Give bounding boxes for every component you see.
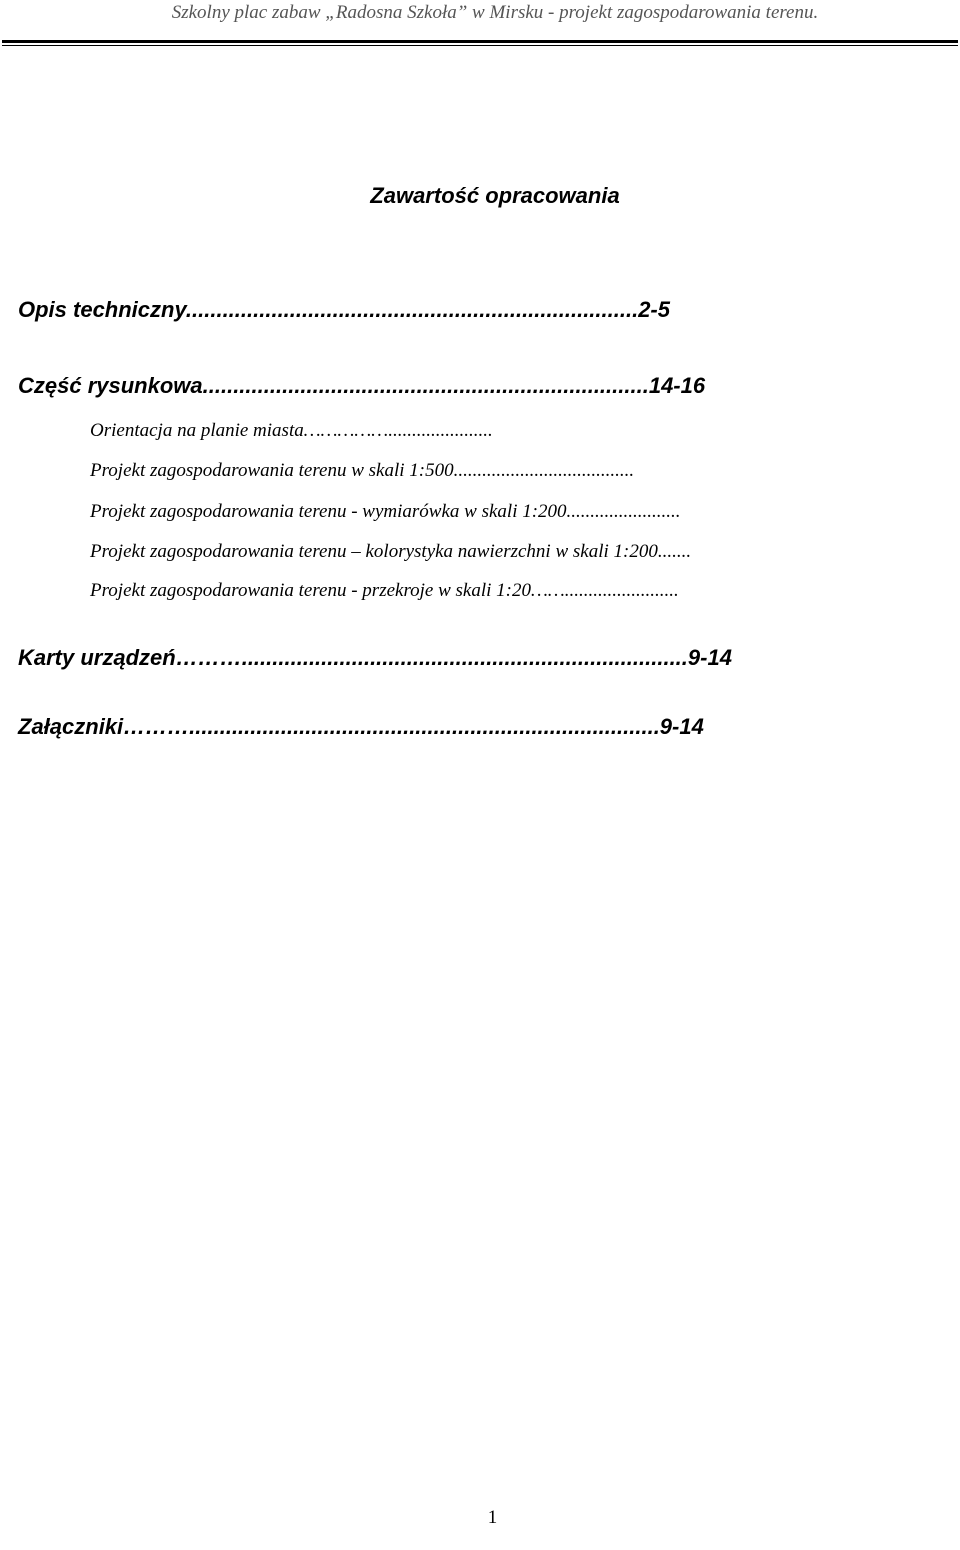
toc-subentry-przekroje: Projekt zagospodarowania terenu - przekroje w skali 1:20……........................ [90,580,679,601]
page-title: Zawartość opracowania [370,183,620,208]
toc-entry-karty-urzadzen: Karty urządzeń……….........................................................................9-14 [18,645,732,670]
toc-entry-zalaczniki: Załączniki……….............................................................................9-14 [18,714,704,739]
toc-subentry-projekt-1-500: Projekt zagospodarowania terenu w skali 1:500...................................... [90,460,635,481]
toc-subentry-orientacja: Orientacja na planie miasta……………...................... [90,420,493,441]
header-divider-thin [2,45,958,46]
toc-subentry-kolorystyka: Projekt zagospodarowania terenu – kolorystyka nawierzchni w skali 1:200....... [90,541,692,562]
header-divider [2,40,958,43]
toc-subentry-wymiarowka: Projekt zagospodarowania terenu - wymiarówka w skali 1:200........................ [90,501,681,522]
toc-entry-czesc-rysunkowa: Część rysunkowa.........................................................................14-16 [18,373,706,398]
running-header: Szkolny plac zabaw „Radosna Szkoła” w Mirsku - projekt zagospodarowania terenu. [171,2,819,23]
page-number: 1 [487,1507,498,1528]
toc-entry-opis-techniczny: Opis techniczny..........................................................................2-5 [18,297,670,322]
